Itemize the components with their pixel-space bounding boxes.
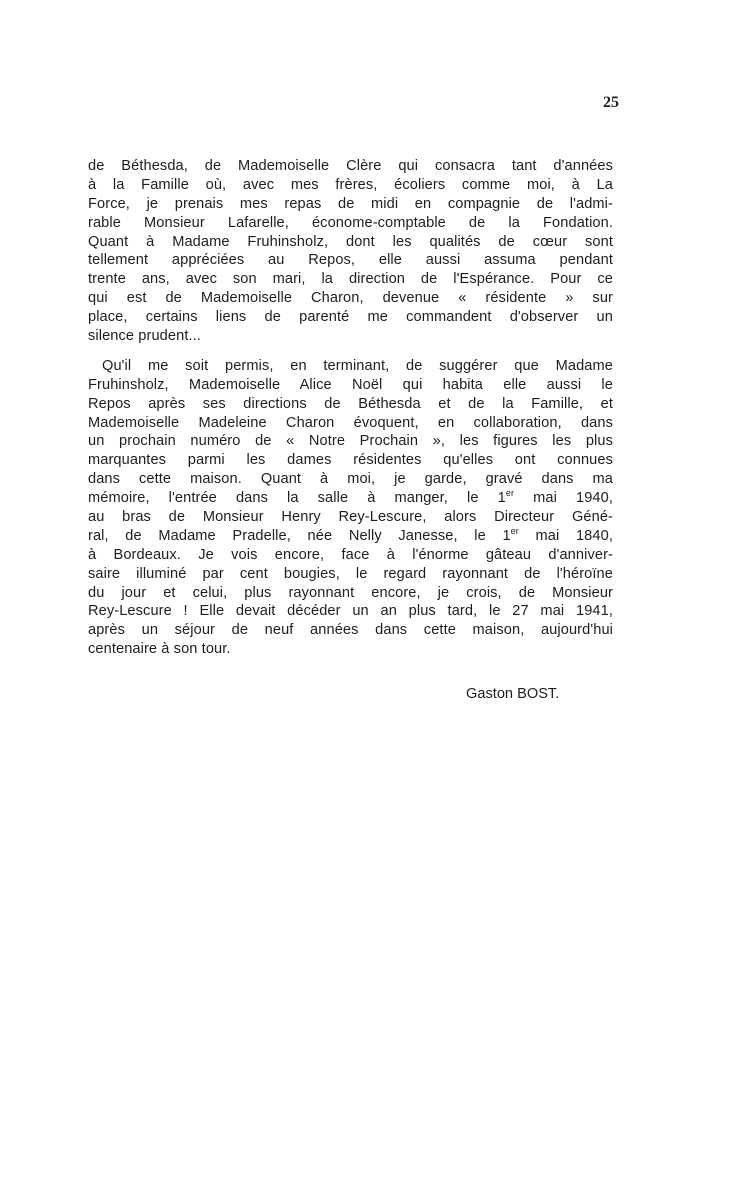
text-line: au bras de Monsieur Henry Rey-Lescure, alors Directeur Géné- [88, 509, 613, 526]
text-line: un prochain numéro de « Notre Prochain », les figures les plus [88, 433, 613, 450]
body-text [88, 157, 613, 659]
text-segment: mai 1940, [514, 490, 613, 507]
ordinal-superscript: er [510, 525, 519, 536]
text-line: après un séjour de neuf années dans cette maison, aujourd'hui [88, 622, 613, 639]
text-line: Mademoiselle Madeleine Charon évoquent, en collaboration, dans [88, 414, 613, 431]
text-line [88, 527, 613, 546]
paragraph-2 [88, 357, 613, 659]
text-line: marquantes parmi les dames résidentes qu'elles ont connues [88, 452, 613, 469]
text-segment: mai 1840, [518, 527, 613, 544]
text-line [88, 489, 613, 508]
page-number: 25 [603, 94, 619, 111]
text-line: rable Monsieur Lafarelle, économe-comptable de la Fondation. [88, 214, 613, 231]
text-line: à la Famille où, avec mes frères, écoliers comme moi, à La [88, 176, 613, 193]
text-line: dans cette maison. Quant à moi, je garde, gravé dans ma [88, 471, 613, 488]
text-line: saire illuminé par cent bougies, le regard rayonnant de l'héroïne [88, 565, 613, 582]
text-line: centenaire à son tour. [88, 641, 231, 658]
text-line: tellement appréciées au Repos, elle aussi assuma pendant [88, 252, 613, 269]
text-line: Qu'il me soit permis, en terminant, de suggérer que Madame [102, 357, 613, 374]
text-line: Repos après ses directions de Béthesda et de la Famille, et [88, 395, 613, 412]
text-line: qui est de Mademoiselle Charon, devenue « résidente » sur [88, 290, 613, 307]
text-line: silence prudent... [88, 328, 201, 345]
text-line: Fruhinsholz, Mademoiselle Alice Noël qui habita elle aussi le [88, 376, 613, 393]
paragraph-1 [88, 157, 613, 346]
text-segment: ral, de Madame Pradelle, née Nelly Janesse, le 1 [88, 527, 511, 544]
ordinal-superscript: er [505, 488, 515, 499]
text-line: trente ans, avec son mari, la direction de l'Espérance. Pour ce [88, 271, 613, 288]
text-line: à Bordeaux. Je vois encore, face à l'énorme gâteau d'anniver- [88, 546, 613, 563]
text-line: du jour et celui, plus rayonnant encore, je crois, de Monsieur [88, 584, 613, 601]
text-line: Force, je prenais mes repas de midi en compagnie de l'admi- [88, 195, 613, 212]
text-line: de Béthesda, de Mademoiselle Clère qui consacra tant d'années [88, 158, 613, 174]
author-signature: Gaston BOST. [466, 686, 560, 702]
text-segment: mémoire, l'entrée dans la salle à manger, le 1 [88, 490, 506, 507]
text-line: Quant à Madame Fruhinsholz, dont les qualités de cœur sont [88, 233, 613, 250]
text-line: Rey-Lescure ! Elle devait décéder un an plus tard, le 27 mai 1941, [88, 603, 613, 620]
paragraph-spacer [88, 346, 613, 357]
text-line: place, certains liens de parenté me commandent d'observer un [88, 309, 613, 326]
